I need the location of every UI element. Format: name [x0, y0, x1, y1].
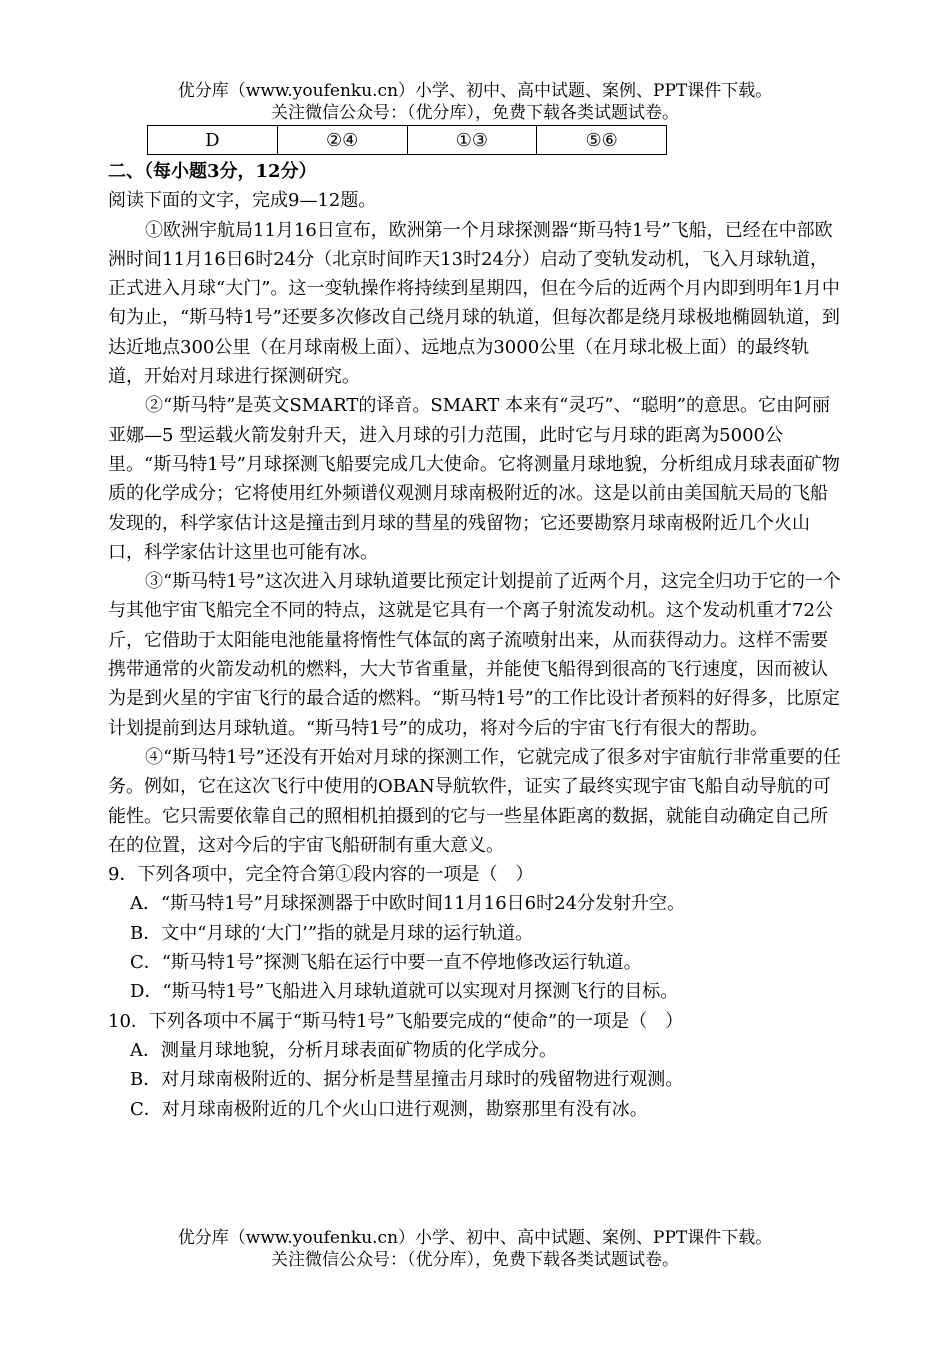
page-header [0, 80, 950, 124]
header-line-2: 关注微信公众号：（优分库），免费下载各类试题试卷。 [271, 103, 679, 123]
section-instruction: 阅读下面的文字，完成9—12题。 [108, 190, 377, 212]
passage-paragraph-2: ②“斯马特”是英文SMART的译音。SMART 本来有“灵巧”、“聪明”的意思。它由阿丽亚娜—5 型运载火箭发射升天，进入月球的引力范围，此时它与月球的距离为5000公里。“斯马特1号”月球探测飞船要完成几大使命。它将测量月球地貌，分析组成月球表面矿物质的化学成分；它将使用红外频谱仪观测月球南极附近的冰。这是以前由美国航天局的飞船发现的，科学家估计这是撞击到月球的彗星的残留物；它还要勘察月球南极附近几个火山口，科学家估计这里也可能有冰。 [108, 395, 840, 563]
answer-cell: D [148, 126, 278, 155]
question-10-option-b: B．对月球南极附近的、据分析是彗星撞击月球时的残留物进行观测。 [130, 1069, 684, 1091]
header-line-1: 优分库（www.youfenku.cn）小学、初中、高中试题、案例、PPT课件下载。 [177, 81, 773, 101]
answer-cell: ①③ [407, 126, 537, 155]
answer-cell: ⑤⑥ [537, 126, 667, 155]
passage-paragraph-1: ①欧洲宇航局11月16日宣布，欧洲第一个月球探测器“斯马特1号”飞船，已经在中部欧洲时间11月16日6时24分（北京时间昨天13时24分）启动了变轨发动机，飞入月球轨道，正式进入月球“大门”。这一变轨操作将持续到星期四，但在今后的近两个月内即到明年1月中旬为止，“斯马特1号”还要多次修改自己绕月球的轨道，但每次都是绕月球极地椭圆轨道，到达近地点300公里（在月球南极上面）、远地点为3000公里（在月球北极上面）的最终轨道，开始对月球进行探测研究。 [108, 219, 840, 388]
question-9-stem: 9．下列各项中，完全符合第①段内容的一项是（ ） [108, 864, 534, 886]
section-title: 二、（每小题3分，12分） [108, 161, 317, 182]
question-9-option-c: C．“斯马特1号”探测飞船在运行中要一直不停地修改运行轨道。 [130, 952, 642, 974]
answer-row [148, 126, 667, 155]
passage-paragraph-3: ③“斯马特1号”这次进入月球轨道要比预定计划提前了近两个月，这完全归功于它的一个与其他宇宙飞船完全不同的特点，这就是它具有一个离子射流发动机。这个发动机重才72公斤，它借助于太阳能电池能量将惰性气体氙的离子流喷射出来，从而获得动力。这样不需要携带通常的火箭发动机的燃料，大大节省重量，并能使飞船得到很高的飞行速度，因而被认为是到火星的宇宙飞行的最合适的燃料。“斯马特1号”的工作比设计者预料的好得多，比原定计划提前到达月球轨道。“斯马特1号”的成功，将对今后的宇宙飞行有很大的帮助。 [108, 571, 841, 739]
footer-line-1: 优分库（www.youfenku.cn）小学、初中、高中试题、案例、PPT课件下载。 [177, 1228, 773, 1248]
main-content [108, 157, 843, 1124]
footer-line-2: 关注微信公众号：（优分库），免费下载各类试题试卷。 [271, 1250, 679, 1270]
question-10-stem: 10．下列各项中不属于“斯马特1号”飞船要完成的“使命”的一项是（ ） [108, 1010, 684, 1032]
answer-cell: ②④ [277, 126, 407, 155]
page-footer [0, 1227, 950, 1271]
question-10-option-c: C．对月球南极附近的几个火山口进行观测，勘察那里有没有冰。 [130, 1098, 648, 1120]
question-9-option-b: B．文中“月球的‘大门’”指的就是月球的运行轨道。 [130, 922, 534, 944]
question-9-option-d: D．“斯马特1号”飞船进入月球轨道就可以实现对月探测飞行的目标。 [130, 981, 679, 1003]
answer-table [147, 125, 667, 155]
question-9-option-a: A．“斯马特1号”月球探测器于中欧时间11月16日6时24分发射升空。 [130, 893, 686, 915]
question-10-option-a: A．测量月球地貌，分析月球表面矿物质的化学成分。 [130, 1039, 557, 1061]
passage-paragraph-4: ④“斯马特1号”还没有开始对月球的探测工作，它就完成了很多对宇宙航行非常重要的任务。例如，它在这次飞行中使用的OBAN导航软件，证实了最终实现宇宙飞船自动导航的可能性。它只需要依靠自己的照相机拍摄到的它与一些星体距离的数据，就能自动确定自己所在的位置，这对今后的宇宙飞船研制有重大意义。 [108, 746, 841, 856]
